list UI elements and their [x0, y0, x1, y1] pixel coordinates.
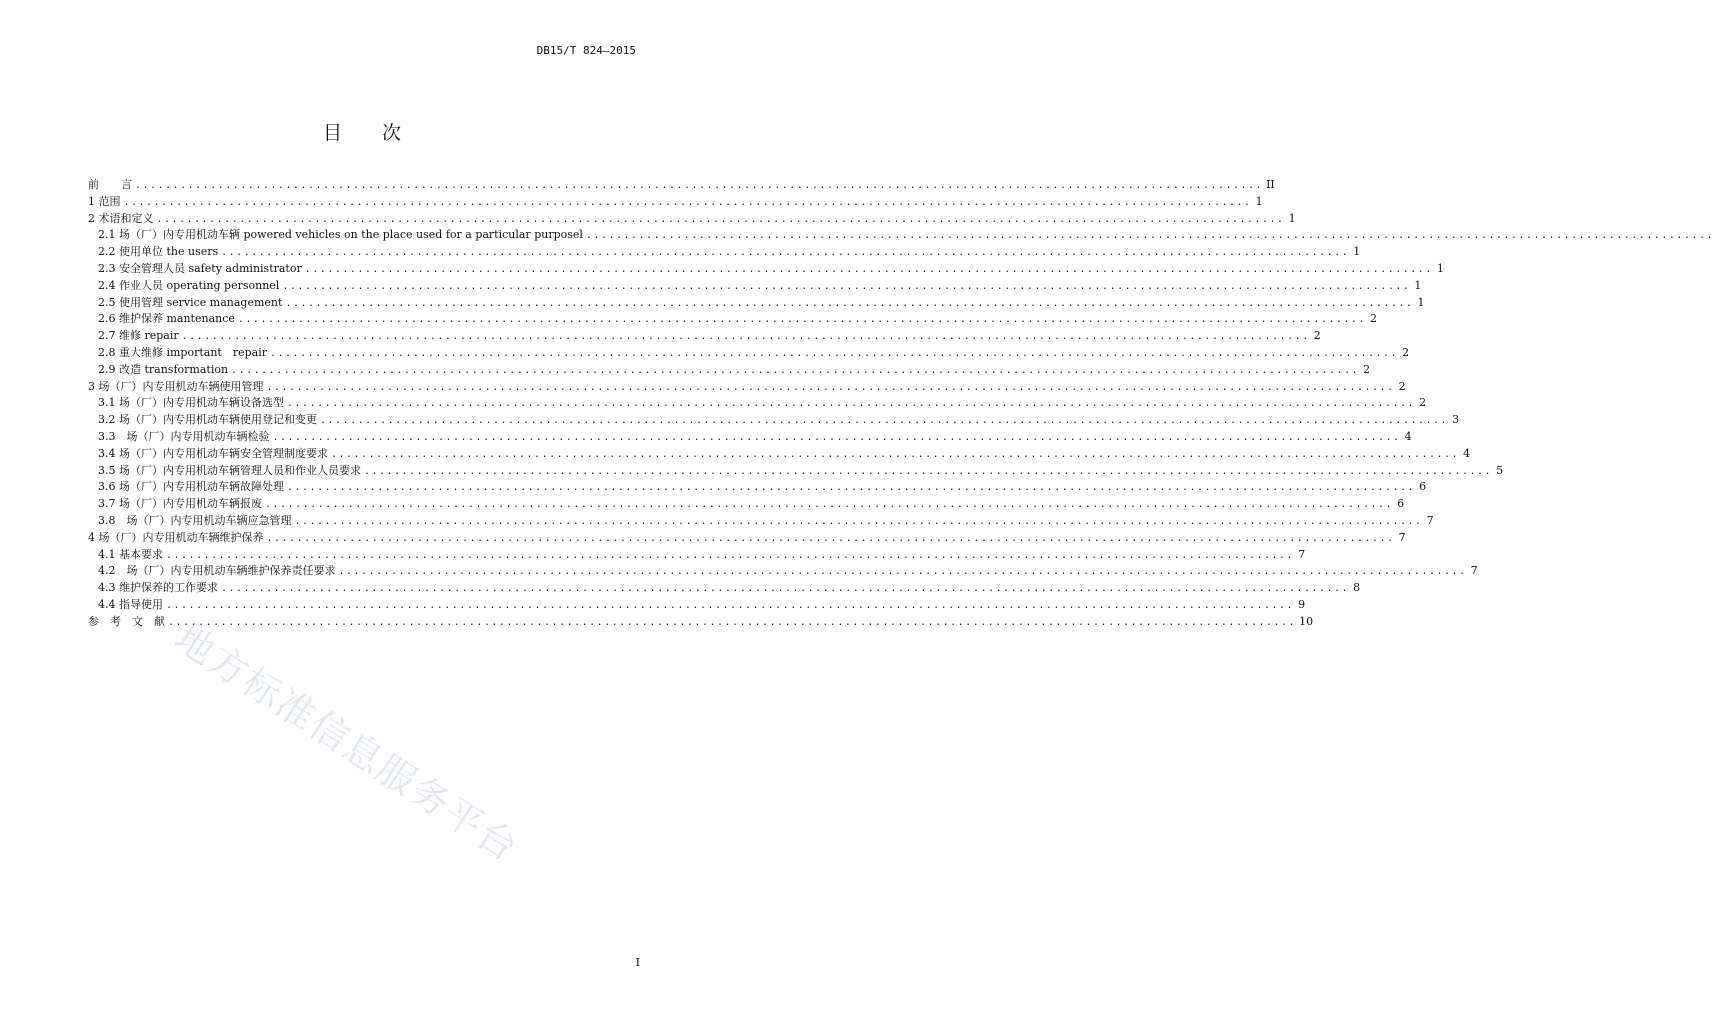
toc-leader-dots: [157, 214, 1285, 225]
toc-leader-dots: [182, 331, 1310, 342]
toc-leader-dots: [273, 432, 1401, 443]
toc-leader-dots: [124, 197, 1252, 208]
toc-entry-page: 10: [1299, 614, 1314, 628]
toc-entry-label: 2.5 使用管理 service management: [98, 295, 283, 309]
toc-leader-dots: [166, 600, 1294, 611]
toc-entry-page: 1: [1436, 261, 1444, 275]
toc-entry-page: 7: [1426, 513, 1434, 527]
toc-leader-dots: [270, 348, 1398, 359]
toc-leader-dots: [168, 617, 1296, 628]
toc-entry[interactable]: [88, 277, 1422, 294]
toc-entry-page: 2: [1363, 362, 1371, 376]
toc-entry-label: 4 场（厂）内专用机动车辆维护保养: [88, 530, 264, 544]
toc-entry[interactable]: [88, 394, 1427, 411]
toc-entry[interactable]: [88, 344, 1410, 361]
toc-entry[interactable]: [88, 176, 1275, 193]
toc-entry[interactable]: [88, 478, 1427, 495]
toc-leader-dots: [221, 247, 1349, 258]
document-code: DB15/T 824—2015: [536, 44, 636, 57]
toc-entry-page: 5: [1496, 463, 1504, 477]
toc-entry-label: 4.3 维护保养的工作要求: [98, 581, 218, 595]
toc-entry[interactable]: [88, 579, 1361, 596]
toc-entry[interactable]: [88, 445, 1471, 462]
toc-entry-label: 3.2 场（厂）内专用机动车辆使用登记和变更: [98, 413, 317, 427]
toc-entry-page: 2: [1369, 312, 1377, 326]
toc-leader-dots: [320, 415, 1448, 426]
toc-entry-page: 8: [1353, 581, 1361, 595]
toc-leader-dots: [231, 365, 1359, 376]
toc-entry-label: 2.1 场（厂）内专用机动车辆 powered vehicles on the place used for a particular purposel: [98, 228, 583, 242]
toc-entry[interactable]: [88, 294, 1425, 311]
toc-entry-label: 3.4 场（厂）内专用机动车辆安全管理制度要求: [98, 446, 328, 460]
toc-entry[interactable]: [88, 327, 1321, 344]
toc-entry[interactable]: [88, 193, 1263, 210]
toc-entry[interactable]: [88, 310, 1377, 327]
toc-entry[interactable]: [88, 529, 1406, 546]
toc-entry-page: 7: [1470, 564, 1478, 578]
toc-entry-label: 3.1 场（厂）内专用机动车辆设备选型: [98, 396, 284, 410]
toc-entry-label: 3 场（厂）内专用机动车辆使用管理: [88, 379, 264, 393]
toc-entry[interactable]: [88, 596, 1306, 613]
table-of-contents: [88, 176, 1504, 630]
toc-entry[interactable]: [88, 260, 1444, 277]
watermark: 地方标准信息服务平台: [167, 615, 527, 871]
toc-entry[interactable]: [88, 378, 1406, 395]
toc-leader-dots: [267, 382, 1395, 393]
toc-leader-dots: [221, 583, 1349, 594]
toc-entry[interactable]: [88, 462, 1504, 479]
toc-entry-page: 6: [1419, 480, 1427, 494]
toc-leader-dots: [287, 398, 1415, 409]
toc-entry[interactable]: [88, 512, 1434, 529]
toc-entry[interactable]: [88, 562, 1478, 579]
toc-leader-dots: [135, 180, 1263, 191]
toc-entry-page: 4: [1404, 429, 1412, 443]
toc-entry-label: 3.6 场（厂）内专用机动车辆故障处理: [98, 480, 284, 494]
toc-leader-dots: [285, 298, 1413, 309]
title-char-2: 次: [382, 122, 402, 144]
title-char-1: 目: [322, 122, 342, 144]
toc-leader-dots: [331, 449, 1459, 460]
toc-entry-page: 1: [1255, 194, 1263, 208]
toc-entry[interactable]: [88, 243, 1361, 260]
toc-entry-label: 2.3 安全管理人员 safety administrator: [98, 261, 302, 275]
toc-entry-page: 3: [1452, 413, 1460, 427]
toc-entry-page: 7: [1298, 547, 1306, 561]
toc-entry[interactable]: [88, 546, 1306, 563]
toc-entry-label: 3.7 场（厂）内专用机动车辆报废: [98, 497, 262, 511]
toc-entry[interactable]: [88, 361, 1371, 378]
toc-leader-dots: [295, 516, 1423, 527]
toc-entry-page: 1: [1288, 211, 1296, 225]
toc-entry-label: 前 言: [88, 178, 132, 191]
toc-entry-page: 2: [1313, 329, 1321, 343]
toc-entry-label: 参 考 文 献: [88, 614, 165, 628]
toc-leader-dots: [166, 550, 1294, 561]
toc-entry-label: 2.9 改造 transformation: [98, 362, 229, 376]
toc-entry-page: 1: [1353, 245, 1361, 259]
toc-entry-page: 1: [1417, 295, 1425, 309]
toc-entry-page: 7: [1398, 530, 1406, 544]
toc-leader-dots: [339, 566, 1467, 577]
toc-leader-dots: [287, 482, 1415, 493]
toc-entry-page: 2: [1398, 379, 1406, 393]
toc-entry-label: 2.4 作业人员 operating personnel: [98, 278, 280, 292]
toc-entry-page: 4: [1463, 446, 1471, 460]
toc-entry[interactable]: [88, 210, 1296, 227]
toc-entry-page: 2: [1402, 345, 1410, 359]
toc-leader-dots: [364, 466, 1492, 477]
toc-entry-page: 2: [1419, 396, 1427, 410]
toc-entry-page: II: [1266, 178, 1275, 191]
toc-entry-page: 9: [1298, 597, 1306, 611]
toc-entry[interactable]: [88, 428, 1412, 445]
toc-entry-label: 2.2 使用单位 the users: [98, 245, 219, 259]
toc-entry-label: 4.4 指导使用: [98, 597, 163, 611]
toc-entry-page: 1: [1414, 278, 1422, 292]
toc-entry[interactable]: [88, 226, 648, 243]
toc-entry-label: 3.5 场（厂）内专用机动车辆管理人员和作业人员要求: [98, 463, 361, 477]
toc-leader-dots: [238, 314, 1366, 325]
toc-entry-page: 6: [1397, 497, 1405, 511]
page-number: I: [635, 956, 640, 969]
toc-entry-label: 3.3 场（厂）内专用机动车辆检验: [98, 429, 270, 443]
toc-leader-dots: [586, 230, 1714, 241]
toc-entry[interactable]: [88, 411, 1460, 428]
toc-leader-dots: [267, 533, 1395, 544]
toc-entry-label: 4.2 场（厂）内专用机动车辆维护保养责任要求: [98, 564, 336, 578]
toc-entry-label: 1 范围: [88, 194, 121, 208]
toc-leader-dots: [305, 264, 1433, 275]
page-title: [0, 118, 724, 145]
toc-entry-label: 2.6 维护保养 mantenance: [98, 312, 235, 326]
toc-entry-label: 2.7 维修 repair: [98, 329, 179, 343]
toc-entry[interactable]: [88, 613, 1314, 630]
toc-entry-label: 4.1 基本要求: [98, 547, 163, 561]
toc-entry-label: 3.8 场（厂）内专用机动车辆应急管理: [98, 513, 292, 527]
toc-entry[interactable]: [88, 495, 1405, 512]
toc-entry-label: 2 术语和定义: [88, 211, 154, 225]
toc-leader-dots: [282, 281, 1410, 292]
toc-entry-label: 2.8 重大维修 important repair: [98, 345, 267, 359]
toc-leader-dots: [265, 499, 1393, 510]
